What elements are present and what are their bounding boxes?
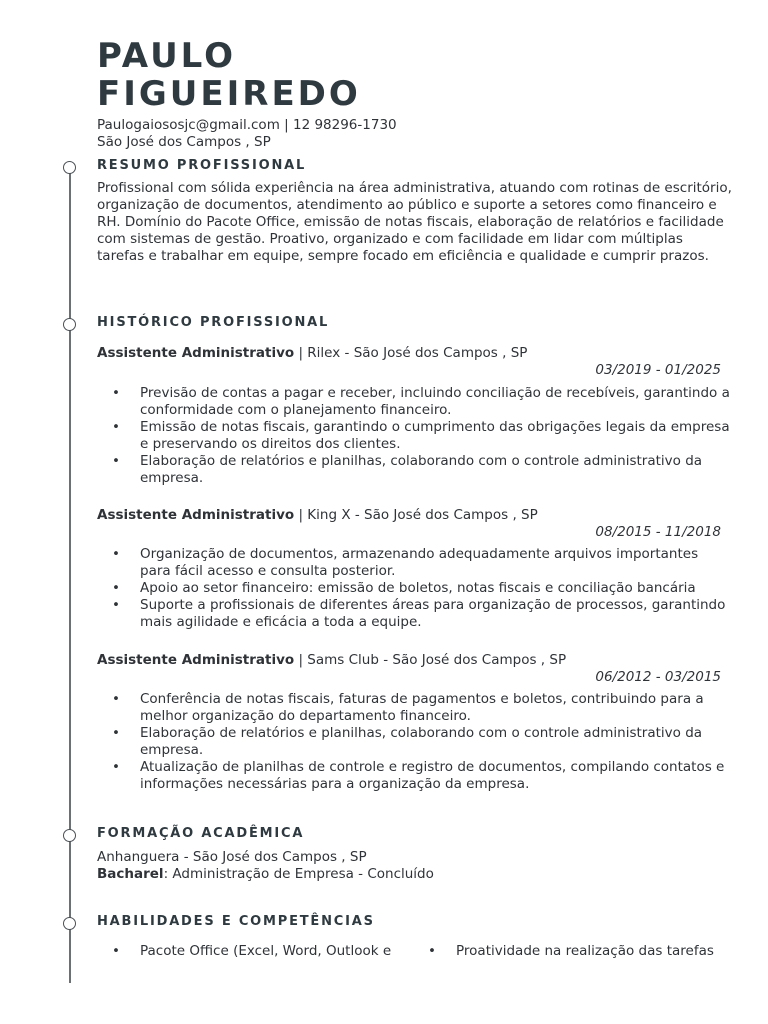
job-bullets: [97, 385, 732, 487]
candidate-name: [97, 37, 361, 113]
location: São José dos Campos , SP: [97, 134, 271, 150]
education-school: Anhanguera - São José dos Campos , SP: [97, 849, 367, 865]
job-role: Assistente Administrativo: [97, 345, 295, 361]
timeline-node-skills: [63, 917, 76, 930]
job-role: Assistente Administrativo: [97, 507, 295, 523]
contact-line: Paulogaiososjc@gmail.com | 12 98296-1730: [97, 117, 397, 133]
timeline-line: [69, 167, 71, 983]
section-title-summary: RESUMO PROFISSIONAL: [97, 158, 307, 173]
education-degree: [97, 866, 434, 883]
skill-item: • Pacote Office (Excel, Word, Outlook e: [97, 943, 391, 960]
job-company: | Sams Club - São José dos Campos , SP: [294, 652, 567, 668]
job-title: [97, 345, 527, 362]
list-item: • Elaboração de relatórios e planilhas, colaborando com o controle administrativo da empresa.: [97, 453, 732, 487]
job-company: | Rilex - São José dos Campos , SP: [294, 345, 528, 361]
list-item: • Previsão de contas a pagar e receber, incluindo conciliação de recebíveis, garantindo a conformidade com o planejamento financeiro.: [97, 385, 732, 419]
list-item: • Atualização de planilhas de controle e registro de documentos, compilando contatos e informações necessárias para a organização da empresa.: [97, 759, 732, 793]
job-title: [97, 507, 538, 524]
name-line-1: PAULO: [97, 36, 237, 76]
summary-text: Profissional com sólida experiência na área administrativa, atuando com rotinas de escritório, organização de documentos, atendimento ao público e suporte a setores como financeiro e RH. Domínio do Pacote Office, emissão de notas fiscais, elaboração de relatórios e facilidade com sistemas de gestão. Proativo, organizado e com facilidade em lidar com múltiplas tarefas e trabalhar em equipe, sempre focado em eficiência e qualidade e cumprir prazos.: [97, 180, 732, 264]
job-bullets: [97, 691, 732, 793]
job-dates: 08/2015 - 11/2018: [595, 524, 721, 540]
job-company: | King X - São José dos Campos , SP: [294, 507, 538, 523]
job-bullets: [97, 546, 732, 631]
section-title-skills: HABILIDADES E COMPETÊNCIAS: [97, 914, 375, 929]
list-item: • Organização de documentos, armazenando adequadamente arquivos importantes para fácil acesso e consulta posterior.: [97, 546, 732, 580]
skill-item: • Proatividade na realização das tarefas: [413, 943, 714, 960]
timeline-node-history: [63, 318, 76, 331]
list-item: • Emissão de notas fiscais, garantindo o cumprimento das obrigações legais da empresa e preservando os direitos dos clientes.: [97, 419, 732, 453]
list-item: • Conferência de notas fiscais, faturas de pagamentos e boletos, contribuindo para a melhor organização do departamento financeiro.: [97, 691, 732, 725]
job-dates: 03/2019 - 01/2025: [595, 362, 721, 378]
list-item: • Apoio ao setor financeiro: emissão de boletos, notas fiscais e conciliação bancária: [97, 580, 732, 597]
timeline-node-education: [63, 829, 76, 842]
list-item: • Suporte a profissionais de diferentes áreas para organização de processos, garantindo mais agilidade e eficácia a toda a equipe.: [97, 597, 732, 631]
timeline-node-summary: [63, 161, 76, 174]
job-dates: 06/2012 - 03/2015: [595, 669, 721, 685]
name-line-2: FIGUEIREDO: [97, 74, 361, 114]
job-role: Assistente Administrativo: [97, 652, 295, 668]
job-title: [97, 652, 566, 669]
degree-text: : Administração de Empresa - Concluído: [163, 866, 434, 882]
section-title-history: HISTÓRICO PROFISSIONAL: [97, 315, 330, 330]
section-title-education: FORMAÇÃO ACADÊMICA: [97, 826, 305, 841]
degree-label: Bacharel: [97, 866, 164, 882]
list-item: • Elaboração de relatórios e planilhas, colaborando com o controle administrativo da empresa.: [97, 725, 732, 759]
